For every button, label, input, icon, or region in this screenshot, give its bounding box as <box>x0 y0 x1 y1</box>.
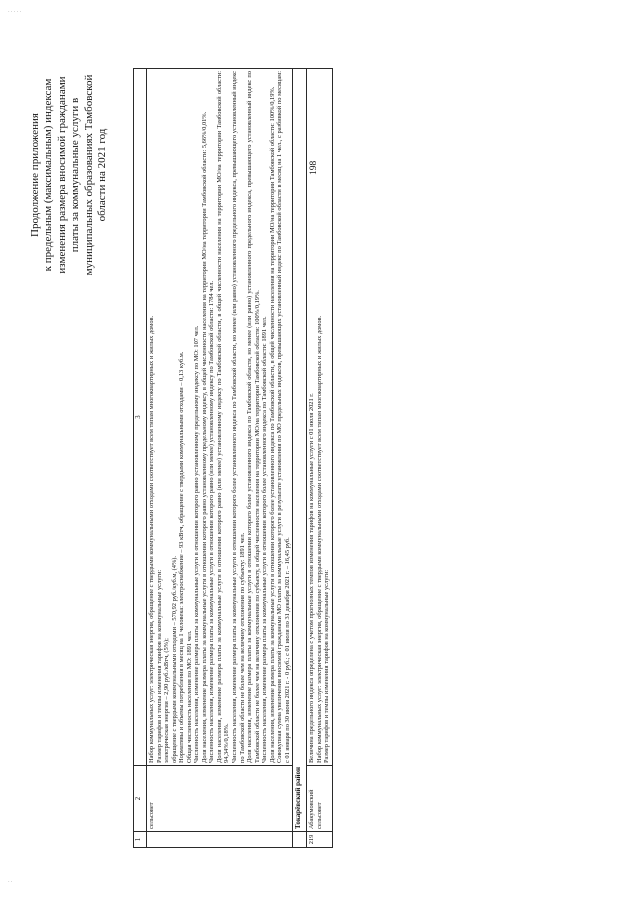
page-number: 198 <box>309 160 319 175</box>
heading-line: изменения размера вносимой гражданами <box>55 76 68 274</box>
rotated-table-wrapper <box>133 68 640 848</box>
description-cell <box>307 69 333 766</box>
col-header: 2 <box>134 766 147 832</box>
row-number-cell: 219 <box>307 832 333 848</box>
col-header: 1 <box>134 832 147 848</box>
region-title: Токарёвский район <box>293 69 307 832</box>
heading-line: платы за коммунальные услуги в <box>69 97 82 253</box>
heading-line: к предельным (максимальным) индексам <box>42 78 55 272</box>
heading-line: области на 2021 год <box>96 128 109 222</box>
scan-speck: · · · · · <box>8 10 22 15</box>
table-row <box>147 69 293 848</box>
indices-table <box>133 68 333 848</box>
municipality-cell: Абакумовский сельсовет <box>307 766 333 832</box>
description-line: Размер тарифов и темпы изменения тарифов на коммунальные услуги: <box>155 569 163 763</box>
municipality-cell: сельсовет <box>147 766 293 832</box>
description-line: Доля населения, изменение размера платы за коммунальные услуги в отношении которого равно (или менее) установленному индексу по Тамбовской области, в общей численности населения на территории МО/на территории Тамбовской области: 94,34%/0,18%. <box>215 71 231 763</box>
description-line: Численность населения, изменение размера платы за коммунальные услуги в отношении которого более установленного индекса по Тамбовской области, но менее (или равно) установленного предельного индекса, превышающего установленный индекс по Тамбовской области не более чем на величину отклонения по субъекту: 1891 чел. <box>231 71 246 763</box>
description-line: Размер тарифов и темпы изменения тарифов на коммунальные услуги: <box>323 569 331 763</box>
description-line: электрическая энергия – 2,90 руб./кВтч, (5%); <box>163 638 171 763</box>
description-cell <box>147 69 293 766</box>
heading-line: Продолжение приложения <box>29 113 41 237</box>
description-line: Набор коммунальных услуг: электрическая энергия, обращение с твердыми коммунальными отходами соответствует всем типам многоквартирных и жилых домов. <box>315 315 323 763</box>
appendix-heading <box>29 50 109 300</box>
description-line: Доля населения, изменение размера платы за коммунальные услуги в отношении которого равно установленному предельному индексу, в общей численности населения на территории МО/на территории Тамбовской области: 5,66%/0,01%. <box>200 111 208 763</box>
description-line: Набор коммунальных услуг: электрическая энергия, обращение с твердыми коммунальными отходами соответствует всем типам многоквартирных и жилых домов. <box>148 315 155 763</box>
description-line: Доля населения, изменение размера платы за коммунальные услуги в отношении которого более установленного индекса по Тамбовской области, но менее (или равно) установленного предельного индекса, превышающего установленный индекс по Тамбовской области не более чем на величину отклонения по субъекту, в общей численности населения на территории МО/на территории Тамбовской области: 100%/0,19%. <box>246 71 261 763</box>
scan-speck: · · <box>8 880 13 885</box>
description-line: Численность населения, изменение размера платы за коммунальные услуги в отношении которого равно (или менее) установленному индексу по Тамбовской области: 1784 чел. <box>208 280 216 763</box>
region-row <box>293 69 307 848</box>
table-header-row <box>134 69 147 848</box>
description-line: Нормативы и объемы потребления в месяц на 1 человека: электроснабжение – 93 кВтч, обращение с твердыми коммунальными отходами – 0,13 куб.м. <box>178 351 186 763</box>
description-line: Общая численность населения по МО: 1891 чел. <box>185 630 193 763</box>
description-line: Совокупная сумма увеличения вносимой гражданами МО платы за коммунальные услуги в результате установления по МО предельных индексов, превышающих установленный индекс по Тамбовской области в месяц на 1 чел., с разбивкой по месяцам: с 01 января по 30 июня 2021 г. - 0 руб.; с 01 июля по 31 декабря 2021 г. – 16,45 руб. <box>276 71 291 763</box>
row-number-cell <box>147 832 293 848</box>
description-line: обращение с твердыми коммунальными отходами – 570,92 руб./куб.м, (4%). <box>170 555 178 763</box>
description-line: Численность населения, изменение размера платы за коммунальные услуги в отношении которого более установленного индекса по Тамбовской области: 1891 чел. <box>261 316 269 763</box>
description-line: Величина предельного индекса определена с учетом прогнозных темпов изменения тарифов на коммунальные услуги с 01 июля 2021 г. <box>308 393 316 763</box>
col-header: 3 <box>134 69 147 766</box>
description-line: Численность населения, изменение размера платы за коммунальные услуги в отношении которого равно установленному предельному индексу по МО: 107 чел. <box>193 325 201 763</box>
region-empty-cell <box>293 832 307 848</box>
heading-line: муниципальных образованиях Тамбовской <box>82 74 95 276</box>
table-row <box>307 69 333 848</box>
description-line: Доля населения, изменение размера платы за коммунальные услуги в отношении которого более установленного индекса по Тамбовской области, в общей численности населения на территории МО/на территории Тамбовской области: 100%/0,19%. <box>268 86 276 763</box>
